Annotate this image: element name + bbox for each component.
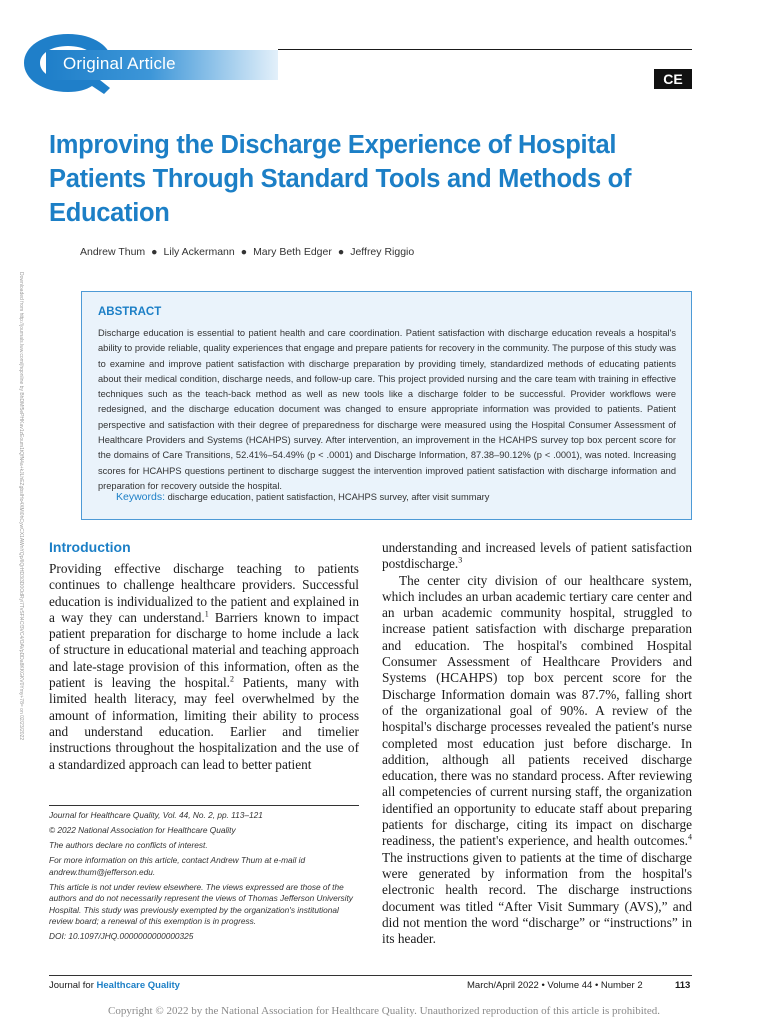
journal-name: Healthcare Quality	[96, 980, 180, 991]
author-name: Andrew Thum	[80, 246, 146, 258]
intro-paragraph	[382, 573, 692, 948]
author-name: Jeffrey Riggio	[350, 246, 415, 258]
keywords-text: discharge education, patient satisfaction, HCAHPS survey, after visit summary	[167, 492, 490, 502]
footer-rule	[49, 975, 692, 976]
author-list	[80, 246, 414, 258]
bullet-icon: ●	[151, 246, 158, 258]
download-watermark	[16, 272, 26, 762]
abstract-heading: ABSTRACT	[98, 306, 162, 318]
article-type-banner	[46, 50, 278, 80]
abstract-box	[81, 291, 692, 520]
bullet-icon: ●	[240, 246, 248, 258]
intro-paragraph-continued	[382, 540, 692, 573]
citation-ref: 3	[458, 555, 463, 565]
text-run: The instructions given to patients at the time of discharge were generated by information from the hospital's electronic health record. The discharge instructions document was titled “After Visit Summary (AVS),” and did not mention the word “discharge” or “instructions” in its header.	[382, 849, 692, 947]
right-column	[382, 540, 692, 947]
copyright-notice: Copyright © 2022 by the National Association for Healthcare Quality. Unauthorized reproduction of this article is prohibited.	[107, 1005, 660, 1017]
text-run: Patients, many with limited health literacy, may feel overwhelmed by the amount of information, limiting their ability to process and understand education. Earlier and timelier instructions throughout the hospitalization and the use of a standardized approach can lead to better patient	[49, 675, 359, 772]
citation-ref: 4	[688, 832, 692, 842]
text-run: Barriers known to impact patient preparation for discharge to home include a lack of structure in educational material and teaching approach and late-stage provision of this information, often as the patient is leaving the hospital.	[49, 609, 359, 691]
page-number: 113	[675, 980, 691, 991]
download-watermark-text: Downloaded from http://journals.lww.com/jhqonline by BhDMf5ePHKav1zEoum1tQfN4a+kJLhEZgbsIHo4XMi0hCywCX1AWnYQp/IlQrHD3i3D0OdRyi7TvSFl4Cf3VC4/OAVpDDa8KKGKV0Ymy+78= on 02/23/2022	[18, 272, 24, 741]
text-run: understanding and increased levels of patient satisfaction postdischarge.	[382, 540, 692, 572]
footnote-doi: DOI: 10.1097/JHQ.0000000000000325	[49, 931, 194, 941]
author-name: Mary Beth Edger	[253, 246, 332, 258]
keywords	[116, 491, 676, 503]
footnote-conflicts: The authors declare no conflicts of interest.	[49, 840, 208, 850]
footnotes	[49, 810, 359, 946]
bullet-icon: ●	[337, 246, 345, 258]
introduction-heading: Introduction	[49, 539, 131, 555]
keywords-label: Keywords:	[116, 491, 166, 503]
header-rule	[278, 49, 692, 50]
footnote-review: This article is not under review elsewhere. The views expressed are those of the authors and do not necessarily represent the views of Thomas Jefferson University Hospital. This study was previously exempted by the organization's institutional review board; a renewal of this exemption is in progress.	[49, 881, 353, 926]
article-title: Improving the Discharge Experience of Hospital Patients Through Standard Tools and Methods of Education	[49, 131, 632, 227]
left-column	[49, 561, 359, 773]
footnote-contact: For more information on this article, contact Andrew Thum at e-mail id andrew.thum@jefferson.edu.	[49, 855, 306, 877]
citation-ref: 1	[204, 609, 209, 619]
citation-ref: 2	[230, 674, 235, 684]
issue-info: March/April 2022 • Volume 44 • Number 2	[467, 980, 643, 991]
footnote-copyright: © 2022 National Association for Healthcare Quality	[49, 825, 236, 835]
journal-name-footer	[49, 980, 180, 991]
article-type-label: Original Article	[63, 54, 176, 73]
author-name: Lily Ackermann	[163, 246, 235, 258]
abstract-text: Discharge education is essential to patient health and care coordination. Patient satisfaction with discharge education reveals a hospital's ability to provide reliable, quality experiences that engage and prepare patients for recovery in the community. The purpose of this study was to examine and improve patient satisfaction with discharge preparation by providing timely, standardized methods of educating patients about their medical condition, discharge needs, and follow-up care. This project provided nursing and the care team with training in effective techniques such as the teach-back method as well as new tools like a discharge folder to be successful. Provider workflows were redesigned, and the discharge education document was changed to ensure appropriate information was provided to patients. Patient perspective and satisfaction with their degree of preparedness for discharge were measured using the Hospital Consumer Assessment of Healthcare Providers and Systems (HCAHPS) survey. After intervention, an improvement in the HCAHPS survey top box percent score for the domains of Care Transitions, 52.41%–54.49% (p < .0001) and Discharge Information, 87.38–90.12% (p < .0001), was noted. Increasing scores for HCAHPS questions pertinent to discharge suggest the intervention improved patient satisfaction with discharge information and preparation for recovery outside the hospital.	[98, 328, 676, 491]
text-run: Providing effective discharge teaching to patients continues to challenge healthcare providers. Successful education is individualized to the patient and explained in a way they can understand.	[49, 561, 359, 625]
ce-badge: CE	[654, 69, 692, 89]
intro-paragraph	[49, 561, 359, 773]
journal-prefix: Journal for	[49, 980, 94, 991]
text-run: The center city division of our healthcare system, which includes an urban academic tertiary care center and an urban academic community hospital, struggled to increase patient satisfaction with discharge preparation and education. The hospital's combined Hospital Consumer Assessment of Healthcare Providers and Systems (HCAHPS) top box percent score for the Discharge Information domain was 87.7%, falling short of the organizational goal of 90%. A review of the hospital's discharge processes revealed the patient's nurse completed most education just before discharge. In addition, although all patients received discharge education, there was no standard process. After reviewing all competencies of current nursing staff, the organization identified an opportunity to educate staff about preparing patients for discharge, citing its impact on discharge readiness, the patient's experience, and health outcomes.	[382, 572, 692, 849]
footnote-rule	[49, 805, 359, 806]
footnote-citation: Journal for Healthcare Quality, Vol. 44, No. 2, pp. 113–121	[49, 810, 263, 820]
